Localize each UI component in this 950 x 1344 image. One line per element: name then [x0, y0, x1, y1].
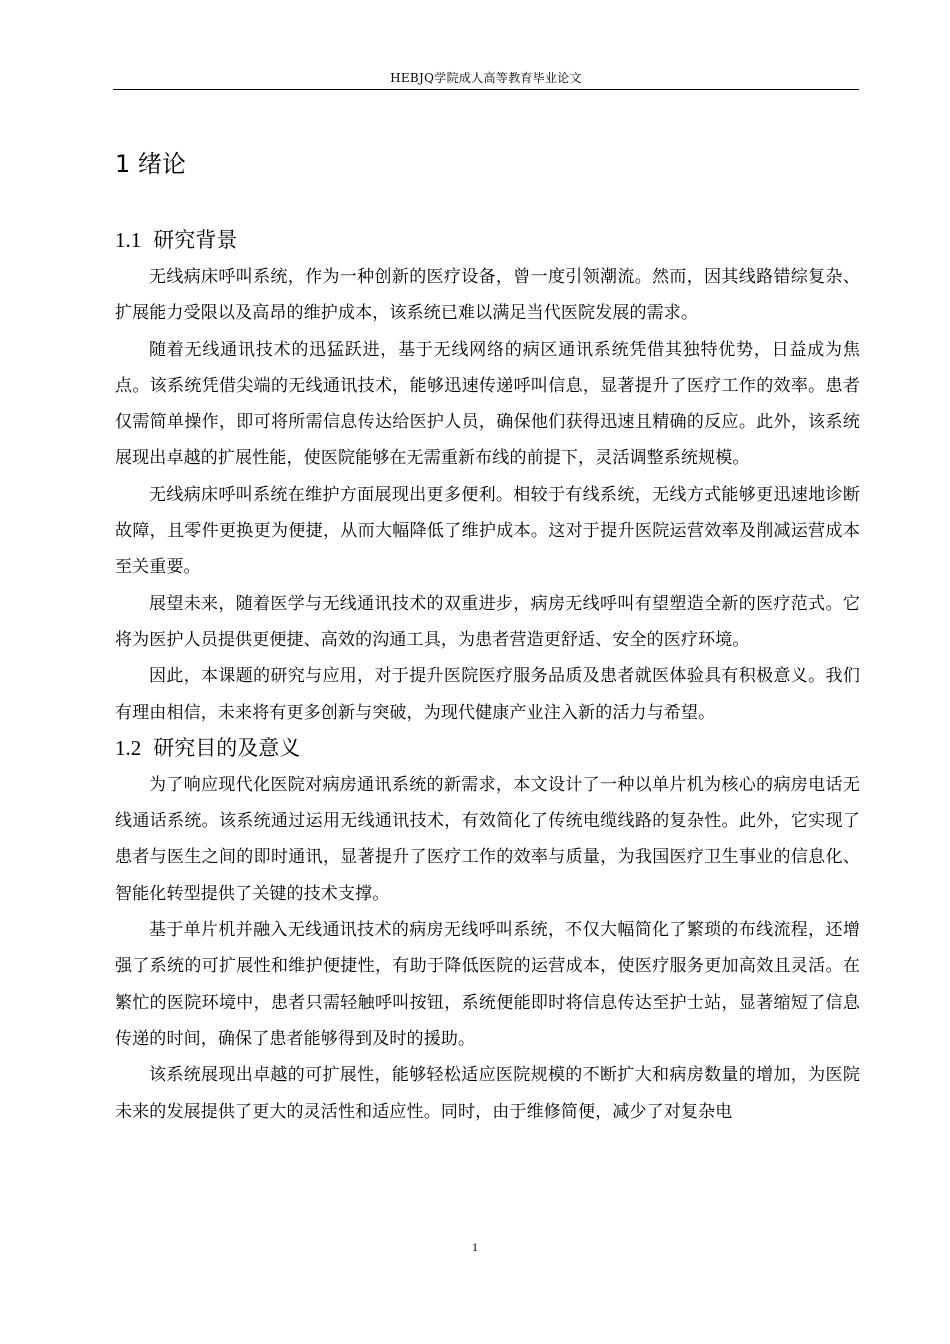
page-body [115, 148, 860, 1130]
paragraph: 无线病床呼叫系统在维护方面展现出更多便利。相较于有线系统，无线方式能够更迅速地诊断故障，且零件更换更为便捷，从而大幅降低了维护成本。这对于提升医院运营效率及削减运营成本至关重要。 [115, 484, 860, 578]
chapter-title: 1 绪论 [115, 150, 186, 178]
header-rule [113, 89, 859, 90]
paragraph: 基于单片机并融入无线通讯技术的病房无线呼叫系统，不仅大幅简化了繁琐的布线流程，还增强了系统的可扩展性和维护便捷性，有助于降低医院的运营成本，使医疗服务更加高效且灵活。在繁忙的医院环境中，患者只需轻触呼叫按钮，系统便能即时将信息传达至护士站，显著缩短了信息传递的时间，确保了患者能够得到及时的援助。 [115, 920, 860, 1049]
paragraph: 随着无线通讯技术的迅猛跃进，基于无线网络的病区通讯系统凭借其独特优势，日益成为焦点。该系统凭借尖端的无线通讯技术，能够迅速传递呼叫信息，显著提升了医疗工作的效率。患者仅需简单操作，即可将所需信息传达给医护人员，确保他们获得迅速且精确的反应。此外，该系统展现出卓越的扩展性能，使医院能够在无需重新布线的前提下，灵活调整系统规模。 [115, 339, 860, 469]
page-header: HEBJQ学院成人高等教育毕业论文 [390, 71, 582, 85]
paragraph: 展望未来，随着医学与无线通讯技术的双重进步，病房无线呼叫有望塑造全新的医疗范式。它将为医护人员提供更便捷、高效的沟通工具，为患者营造更舒适、安全的医疗环境。 [115, 593, 860, 650]
paragraph: 为了响应现代化医院对病房通讯系统的新需求，本文设计了一种以单片机为核心的病房电话无线通话系统。该系统通过运用无线通讯技术，有效简化了传统电缆线路的复杂性。此外，它实现了患者与医生之间的即时通讯，显著提升了医疗工作的效率与质量，为我国医疗卫生事业的信息化、智能化转型提供了关键的技术支撑。 [115, 774, 860, 904]
section-number: 1.1 [115, 228, 142, 252]
paragraph: 该系统展现出卓越的可扩展性，能够轻松适应医院规模的不断扩大和病房数量的增加，为医院未来的发展提供了更大的灵活性和适应性。同时，由于维修简便，减少了对复杂电 [115, 1065, 860, 1122]
section-title: 研究目的及意义 [153, 735, 301, 760]
section-number: 1.2 [115, 735, 142, 760]
section-heading [115, 223, 860, 257]
section-heading [115, 731, 860, 765]
paragraph: 因此，本课题的研究与应用，对于提升医院医疗服务品质及患者就医体验具有积极意义。我们有理由相信，未来将有更多创新与突破，为现代健康产业注入新的活力与希望。 [115, 666, 860, 723]
section-title: 研究背景 [153, 228, 238, 252]
paragraph: 无线病床呼叫系统，作为一种创新的医疗设备，曾一度引领潮流。然而，因其线路错综复杂、扩展能力受限以及高昂的维护成本，该系统已难以满足当代医院发展的需求。 [115, 267, 860, 324]
page-number: 1 [472, 1240, 478, 1254]
